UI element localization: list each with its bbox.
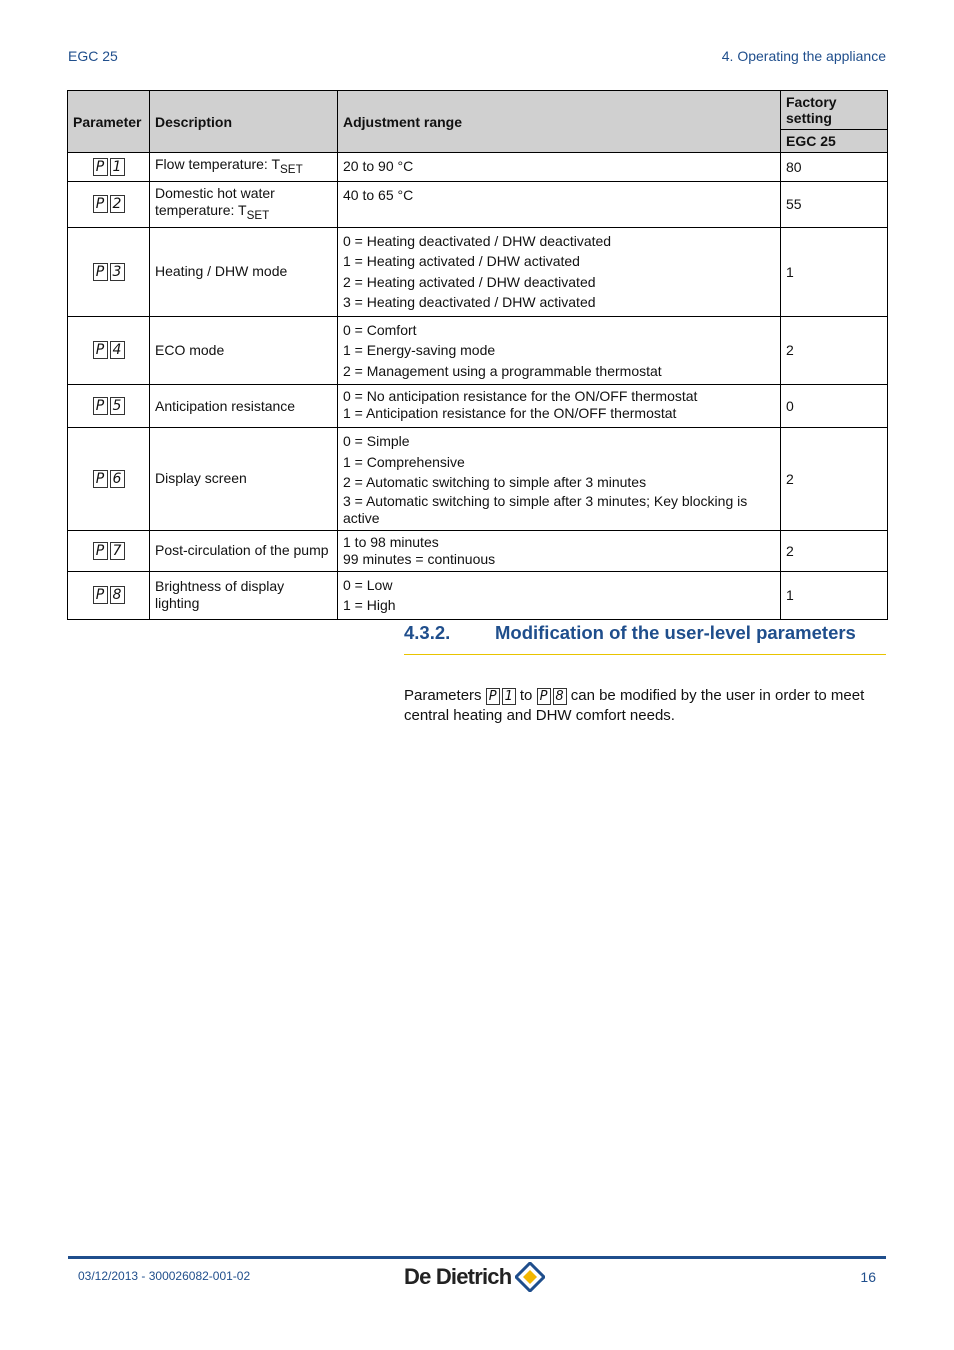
range-line: 1 = Heating activated / DHW activated: [343, 253, 580, 270]
parameter-code: [93, 470, 125, 488]
logo-text: De Dietrich: [404, 1264, 512, 1289]
code-digit: 6: [110, 470, 125, 488]
code-digit: 1: [110, 158, 125, 176]
range-line: 0 = No anticipation resistance for the ON/OFF thermostat: [343, 388, 698, 405]
document-reference: 03/12/2013 - 300026082-001-02: [78, 1269, 251, 1283]
table-row: [68, 181, 888, 227]
factory-setting-cell: 2: [781, 530, 888, 571]
table-row: [68, 227, 888, 316]
range-line: 1 = High: [343, 597, 396, 614]
code-digit: 4: [110, 341, 125, 359]
header-description: Description: [150, 91, 338, 153]
section-paragraph: [404, 686, 890, 726]
paragraph-text-after: can be modified by the user in order to meet central heating and DHW comfort needs.: [404, 687, 865, 724]
range-line: 3 = Automatic switching to simple after 3 minutes; Key blocking is active: [343, 492, 748, 526]
code-digit: 5: [110, 397, 125, 415]
code-digit: 1: [502, 688, 516, 705]
section-number: 4.3.2.: [404, 622, 451, 643]
factory-setting-cell: 2: [781, 428, 888, 531]
parameter-code-cell: [68, 316, 150, 385]
parameter-table: [67, 90, 888, 620]
range-line: 1 = Energy-saving mode: [343, 342, 496, 359]
adjustment-range-cell: [338, 571, 781, 619]
range-line: 1 to 98 minutes: [343, 533, 439, 550]
range-line: 1 = Anticipation resistance for the ON/OFF thermostat: [343, 405, 677, 422]
description-text: Display screen: [155, 470, 247, 487]
range-line: 0 = Simple: [343, 433, 410, 450]
adjustment-range-cell: [338, 316, 781, 385]
description-text: Post-circulation of the pump: [155, 542, 329, 559]
table-row: [68, 385, 888, 428]
page-number: 16: [860, 1269, 876, 1285]
code-letter: P: [93, 397, 108, 415]
description-cell: [150, 316, 338, 385]
adjustment-range-cell: [338, 181, 781, 227]
code-digit: 7: [110, 542, 125, 560]
parameter-code-cell: [68, 530, 150, 571]
code-letter: P: [93, 341, 108, 359]
code-digit: 2: [110, 195, 125, 213]
code-letter: P: [93, 470, 108, 488]
parameter-code: [93, 195, 125, 213]
factory-setting-cell: 0: [781, 385, 888, 428]
parameter-code: [93, 397, 125, 415]
diamond-icon: [515, 1262, 545, 1292]
paragraph-text-mid: to: [519, 687, 533, 704]
code-digit: 8: [553, 688, 567, 705]
table-row: [68, 153, 888, 182]
description-text: Anticipation resistance: [155, 397, 296, 414]
description-text: Heating / DHW mode: [155, 263, 288, 280]
parameter-code: [93, 263, 125, 281]
table-row: [68, 316, 888, 385]
range-line: 20 to 90 °C: [343, 158, 414, 174]
range-line: 99 minutes = continuous: [343, 550, 496, 567]
adjustment-range-cell: [338, 385, 781, 428]
footer-rule: [68, 1256, 886, 1259]
code-letter: P: [93, 542, 108, 560]
section-underline: [404, 654, 886, 655]
description-subscript: SET: [280, 162, 303, 176]
description-cell: [150, 385, 338, 428]
brand-logo: [404, 1262, 545, 1292]
parameter-code-cell: [68, 181, 150, 227]
adjustment-range-cell: [338, 530, 781, 571]
adjustment-range-cell: [338, 153, 781, 182]
document-title: EGC 25: [68, 48, 118, 64]
range-line: 0 = Comfort: [343, 321, 417, 338]
description-cell: [150, 530, 338, 571]
parameter-code-cell: [68, 428, 150, 531]
code-letter: P: [93, 586, 108, 604]
range-line: 3 = Heating deactivated / DHW activated: [343, 294, 596, 311]
chapter-title: 4. Operating the appliance: [721, 48, 886, 64]
description-subscript: SET: [246, 208, 270, 222]
code-digit: 8: [110, 586, 125, 604]
factory-setting-cell: 1: [781, 227, 888, 316]
parameter-code-cell: [68, 571, 150, 619]
adjustment-range-cell: [338, 227, 781, 316]
parameter-code: [93, 341, 125, 359]
parameter-code-cell: [68, 385, 150, 428]
param-code-from: [486, 688, 516, 705]
header-parameter: Parameter: [68, 91, 150, 153]
code-digit: 3: [110, 263, 125, 281]
code-letter: P: [93, 158, 108, 176]
range-line: 2 = Heating activated / DHW deactivated: [343, 273, 596, 290]
parameter-code: [93, 158, 125, 176]
param-code-to: [537, 688, 567, 705]
parameter-code: [93, 542, 125, 560]
description-cell: [150, 227, 338, 316]
adjustment-range-cell: [338, 428, 781, 531]
table-row: [68, 571, 888, 619]
paragraph-text-before: Parameters: [404, 687, 482, 704]
factory-setting-cell: 55: [781, 181, 888, 227]
parameter-code: [93, 586, 125, 604]
description-cell: [150, 181, 338, 227]
range-line: 40 to 65 °C: [343, 186, 414, 203]
code-letter: P: [93, 263, 108, 281]
factory-setting-cell: 1: [781, 571, 888, 619]
parameter-code-cell: [68, 153, 150, 182]
description-text: Flow temperature: T: [155, 156, 281, 172]
description-cell: [150, 571, 338, 619]
range-line: 0 = Heating deactivated / DHW deactivated: [343, 232, 612, 249]
description-text: Brightness of display lighting: [155, 578, 285, 612]
header-factory-setting: Factory setting: [781, 91, 888, 130]
description-cell: [150, 153, 338, 182]
parameter-code-cell: [68, 227, 150, 316]
header-model: EGC 25: [781, 130, 888, 153]
factory-setting-cell: 2: [781, 316, 888, 385]
description-cell: [150, 428, 338, 531]
table-row: [68, 530, 888, 571]
code-letter: P: [486, 688, 500, 705]
code-letter: P: [93, 195, 108, 213]
table-body: [68, 153, 888, 620]
description-text: ECO mode: [155, 341, 225, 358]
factory-setting-cell: 80: [781, 153, 888, 182]
section-heading: [404, 622, 886, 644]
section-title: Modification of the user-level parameters: [495, 622, 856, 643]
range-line: 0 = Low: [343, 576, 393, 593]
header-adjustment-range: Adjustment range: [338, 91, 781, 153]
range-line: 1 = Comprehensive: [343, 453, 465, 470]
code-letter: P: [537, 688, 551, 705]
range-line: 2 = Management using a programmable thermostat: [343, 362, 662, 379]
table-row: [68, 428, 888, 531]
range-line: 2 = Automatic switching to simple after 3 minutes: [343, 474, 647, 491]
description-text: Domestic hot water temperature: T: [155, 184, 275, 218]
